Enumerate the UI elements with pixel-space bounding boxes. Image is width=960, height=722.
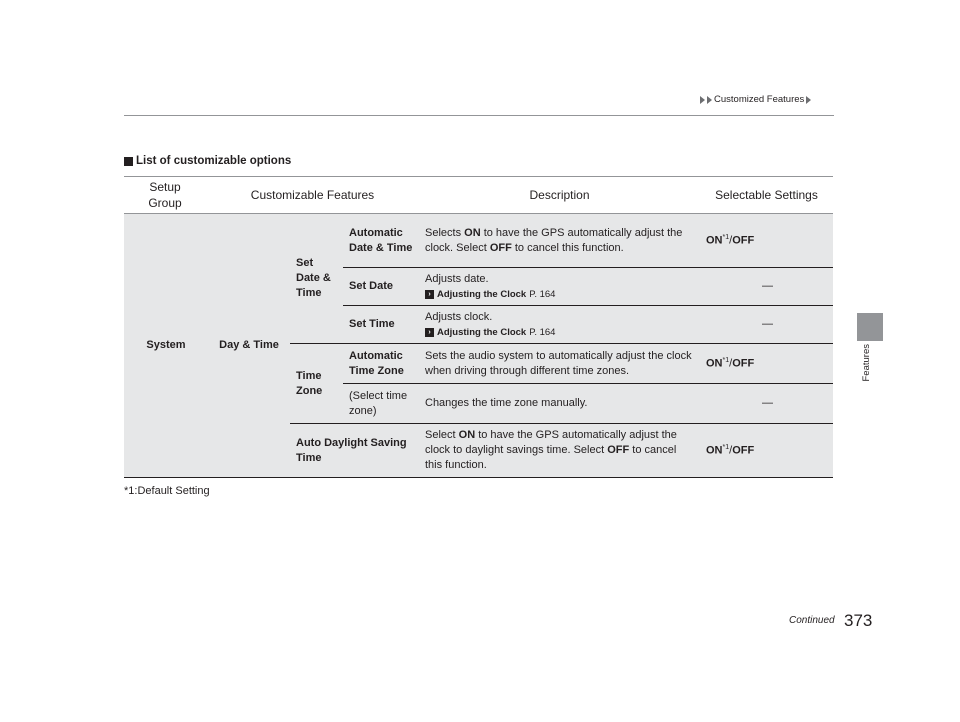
subgroup-cell: Time Zone bbox=[290, 344, 343, 424]
page-number: 373 bbox=[844, 611, 873, 630]
header-setup-group: Setup Group bbox=[124, 177, 206, 214]
setting-separator: / bbox=[729, 234, 733, 247]
description-cell: Changes the time zone manually. bbox=[419, 384, 700, 424]
breadcrumb-label[interactable]: Customized Features bbox=[714, 94, 805, 105]
feature-cell: Automatic Date & Time bbox=[343, 214, 419, 268]
breadcrumb bbox=[700, 94, 811, 105]
reference-title: Adjusting the Clock bbox=[437, 326, 527, 338]
setup-group-cell: System bbox=[124, 214, 206, 478]
footnote: *1:Default Setting bbox=[124, 485, 210, 497]
description-text: to have the GPS automatically adjust the clock to daylight savings time. Select bbox=[425, 429, 677, 457]
cross-reference[interactable] bbox=[425, 327, 555, 340]
description-text: to cancel this function. bbox=[425, 444, 677, 471]
description-cell bbox=[419, 306, 700, 344]
table-row bbox=[124, 214, 833, 268]
continued-label: Continued bbox=[789, 615, 835, 626]
header-customizable-features: Customizable Features bbox=[206, 177, 419, 214]
section-heading bbox=[124, 155, 291, 167]
footnote-marker: *1 bbox=[722, 443, 730, 451]
setting-separator: / bbox=[729, 357, 733, 370]
on-keyword: ON bbox=[458, 429, 476, 442]
setting-on: ON bbox=[706, 234, 723, 247]
description-text: Adjusts clock. bbox=[425, 310, 493, 323]
settings-cell: — bbox=[700, 384, 833, 424]
settings-cell: — bbox=[700, 306, 833, 344]
subgroup-cell: Set Date & Time bbox=[290, 214, 343, 344]
header-selectable-settings: Selectable Settings bbox=[700, 177, 833, 214]
feature-cell: Auto Daylight Saving Time bbox=[290, 424, 419, 478]
table-header-row bbox=[124, 177, 833, 214]
settings-cell bbox=[700, 214, 833, 268]
cross-reference[interactable] bbox=[425, 289, 555, 302]
arrow-right-icon bbox=[707, 96, 712, 104]
description-cell bbox=[419, 214, 700, 268]
footnote-marker: *1 bbox=[722, 233, 730, 241]
setting-on: ON bbox=[706, 357, 723, 370]
feature-cell: Set Date bbox=[343, 268, 419, 306]
settings-cell: — bbox=[700, 268, 833, 306]
setting-off: OFF bbox=[732, 357, 755, 370]
reference-arrow-icon: › bbox=[425, 290, 434, 299]
arrow-right-icon bbox=[700, 96, 705, 104]
section-title: List of customizable options bbox=[136, 155, 292, 167]
side-tab-label: Features bbox=[861, 344, 872, 382]
feature-cell: Automatic Time Zone bbox=[343, 344, 419, 384]
on-keyword: ON bbox=[464, 226, 481, 239]
footnote-marker: *1 bbox=[722, 356, 730, 364]
description-text: Select bbox=[425, 429, 459, 442]
arrow-right-icon bbox=[806, 96, 811, 104]
setting-on: ON bbox=[706, 444, 723, 457]
description-text: to have the GPS automatically adjust the clock. Select bbox=[425, 226, 683, 254]
settings-cell bbox=[700, 424, 833, 478]
feature-cell: (Select time zone) bbox=[343, 384, 419, 424]
setting-separator: / bbox=[729, 444, 733, 457]
reference-page: P. 164 bbox=[529, 288, 556, 300]
reference-arrow-icon: › bbox=[425, 328, 434, 337]
description-cell bbox=[419, 268, 700, 306]
setting-off: OFF bbox=[732, 234, 755, 247]
reference-title: Adjusting the Clock bbox=[437, 288, 527, 300]
description-text: Adjusts date. bbox=[425, 272, 489, 285]
setting-off: OFF bbox=[732, 444, 755, 457]
square-bullet-icon bbox=[124, 157, 133, 166]
settings-cell bbox=[700, 344, 833, 384]
off-keyword: OFF bbox=[607, 444, 630, 457]
off-keyword: OFF bbox=[489, 241, 512, 254]
feature-cell: Set Time bbox=[343, 306, 419, 344]
reference-page: P. 164 bbox=[529, 326, 556, 338]
section-tab-marker bbox=[857, 313, 883, 341]
description-cell: Sets the audio system to automatically adjust the clock when driving through different time zones. bbox=[419, 344, 700, 384]
description-text: to cancel this function. bbox=[511, 241, 624, 254]
header-description: Description bbox=[419, 177, 700, 214]
options-table bbox=[124, 176, 833, 478]
description-text: Selects bbox=[425, 226, 465, 239]
header-rule bbox=[124, 115, 834, 116]
category-cell: Day & Time bbox=[206, 214, 290, 478]
description-cell bbox=[419, 424, 700, 478]
